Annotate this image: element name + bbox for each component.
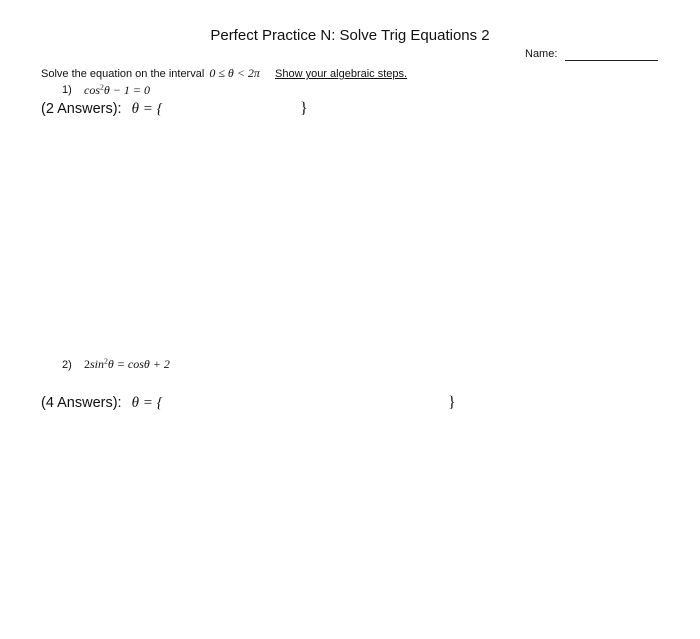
problem-2-answer-close: }	[448, 394, 456, 411]
problem-2-equation	[84, 357, 170, 372]
instructions	[41, 66, 407, 81]
instructions-text: Solve the equation on the interval	[41, 68, 205, 80]
problem-2-rest: θ = cosθ + 2	[107, 357, 170, 371]
problem-2-answer-line	[41, 395, 163, 412]
problem-1-number: 1)	[62, 84, 72, 96]
problem-1-answer-close: }	[300, 100, 308, 117]
problem-2-exponent: 2	[104, 356, 108, 366]
interval-expression: 0 ≤ θ < 2π	[209, 66, 260, 80]
problem-1-rest: θ − 1 = 0	[103, 83, 150, 97]
problem-1-exponent: 2	[100, 82, 104, 92]
problem-2-answers-label: (4 Answers):	[41, 395, 122, 411]
problem-1-equation	[84, 83, 150, 98]
name-label: Name:	[525, 48, 558, 60]
problem-1-answer-line	[41, 101, 163, 118]
problem-2-number: 2)	[62, 359, 72, 371]
problem-2-answer-open: θ = {	[131, 395, 163, 411]
name-field-line[interactable]	[565, 60, 658, 61]
problem-2-func: sin	[90, 357, 105, 371]
problem-1-answer-open: θ = {	[131, 101, 163, 117]
page-title: Perfect Practice N: Solve Trig Equations 2	[210, 27, 490, 44]
problem-1-answers-label: (2 Answers):	[41, 101, 122, 117]
problem-2-coef: 2	[84, 357, 90, 371]
problem-1-func: cos	[84, 83, 100, 97]
steps-note: Show your algebraic steps.	[275, 68, 408, 80]
